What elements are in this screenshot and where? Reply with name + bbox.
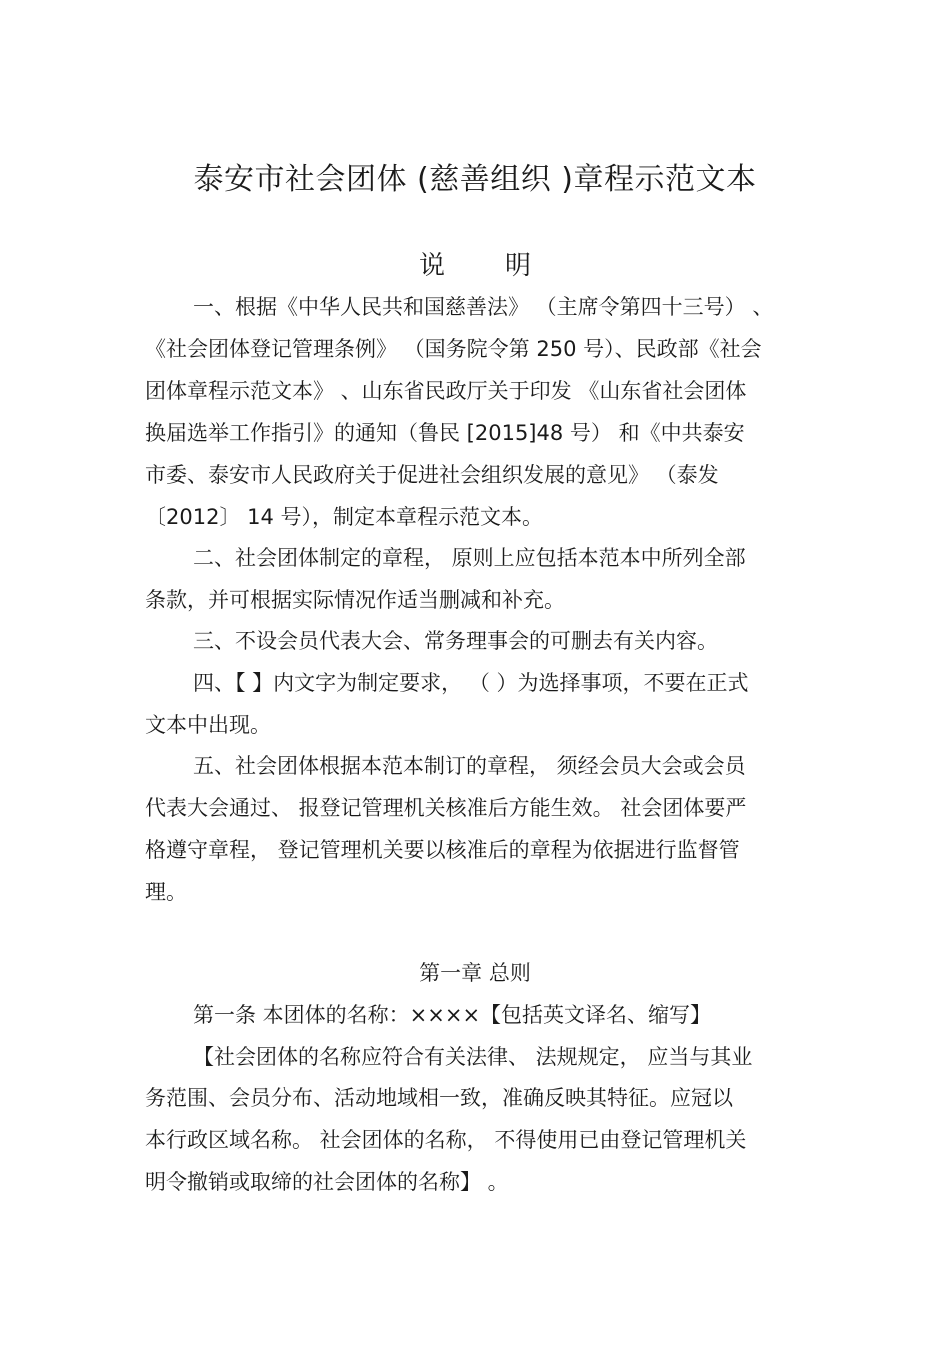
article-line: 务范围、会员分布、活动地域相一致，准确反映其特征。应冠以 [145,1086,733,1110]
explanation-line: 一、根据《中华人民共和国慈善法》 （主席令第四十三号） 、 [193,295,774,319]
explanation-line: 文本中出现。 [145,713,271,737]
article-line: 【社会团体的名称应符合有关法律、 法规规定， 应当与其业 [193,1045,753,1069]
explanation-heading: 说明 [418,251,591,281]
explanation-line: 二、社会团体制定的章程， 原则上应包括本范本中所列全部 [193,546,746,570]
explanation-line: 市委、泰安市人民政府关于促进社会组织发展的意见》 （泰发 [145,463,719,487]
explanation-line: 代表大会通过、 报登记管理机关核准后方能生效。 社会团体要严 [145,796,747,820]
explanation-line: 格遵守章程， 登记管理机关要以核准后的章程为依据进行监督管 [145,838,740,862]
article-line: 明令撤销或取缔的社会团体的名称】 。 [145,1170,509,1194]
document-title: 泰安市社会团体 (慈善组织 )章程示范文本 [193,162,757,197]
explanation-line: 换届选举工作指引》的通知（鲁民 [2015]48 号） 和《中共泰安 [145,421,745,445]
explanation-line: 四、【 】内文字为制定要求， （ ）为选择事项，不要在正式 [193,671,749,695]
explanation-line: 团体章程示范文本》 、山东省民政厅关于印发 《山东省社会团体 [145,379,747,403]
chapter-title: 第一章 总则 [419,961,531,985]
article-line: 第一条 本团体的名称：××××【包括英文译名、缩写】 [193,1003,712,1027]
explanation-line: 〔2012〕 14 号），制定本章程示范文本。 [145,505,544,529]
article-line: 本行政区域名称。 社会团体的名称， 不得使用已由登记管理机关 [145,1128,747,1152]
explanation-line: 条款，并可根据实际情况作适当删减和补充。 [145,588,565,612]
explanation-line: 三、不设会员代表大会、常务理事会的可删去有关内容。 [193,629,718,653]
explanation-line: 理。 [145,880,187,904]
explanation-line: 《社会团体登记管理条例》 （国务院令第 250 号）、民政部《社会 [145,337,762,361]
explanation-line: 五、社会团体根据本范本制订的章程， 须经会员大会或会员 [193,754,746,778]
